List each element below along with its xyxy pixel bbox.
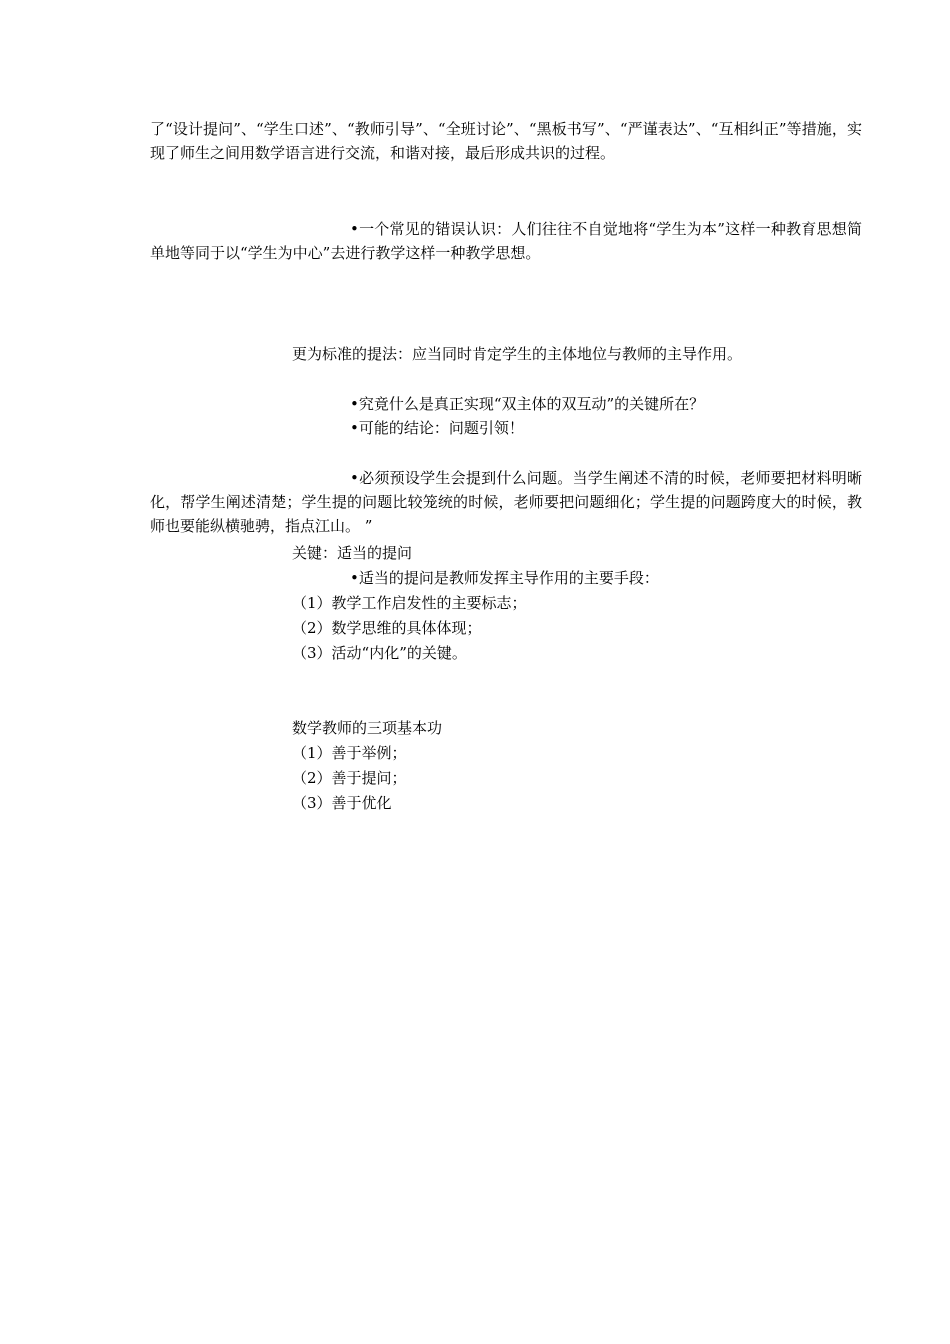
heading-key-appropriate-questions: 关键：适当的提问	[292, 544, 413, 562]
heading-three-basic-skills: 数学教师的三项基本功	[292, 719, 443, 737]
list-item-3: （3）活动“内化”的关键。	[292, 644, 467, 662]
bullet-appropriate-questions: •适当的提问是教师发挥主导作用的主要手段：	[350, 569, 659, 587]
paragraph-preset-questions: •必须预设学生会提到什么问题。当学生阐述不清的时候，老师要把材料明晰化，帮学生阐述清楚；学生提的问题比较笼统的时候，老师要把问题细化；学生提的问题跨度大的时候，教师也要能纵横驰骋，指点江山。 ”	[150, 469, 862, 535]
paragraph-measures: 了“设计提问”、“学生口述”、“教师引导”、“全班讨论”、“黑板书写”、“严谨表达”、“互相纠正”等措施，实现了师生之间用数学语言进行交流，和谐对接，最后形成共识的过程。	[150, 120, 862, 162]
skill-item-2: （2）善于提问；	[292, 769, 407, 787]
bullet-key-question: •究竟什么是真正实现“双主体的双互动”的关键所在？	[350, 395, 705, 413]
paragraph-common-misconception: •一个常见的错误认识：人们往往不自觉地将“学生为本”这样一种教育思想简单地等同于以“学生为中心”去进行教学这样一种教学思想。	[150, 220, 862, 262]
skill-item-1: （1）善于举例；	[292, 744, 407, 762]
paragraph-standard-statement: 更为标准的提法：应当同时肯定学生的主体地位与教师的主导作用。	[292, 345, 743, 363]
list-item-1: （1）教学工作启发性的主要标志；	[292, 594, 527, 612]
bullet-possible-conclusion: •可能的结论：问题引领！	[350, 419, 524, 437]
list-item-2: （2）数学思维的具体体现；	[292, 619, 482, 637]
skill-item-3: （3）善于优化	[292, 794, 392, 812]
